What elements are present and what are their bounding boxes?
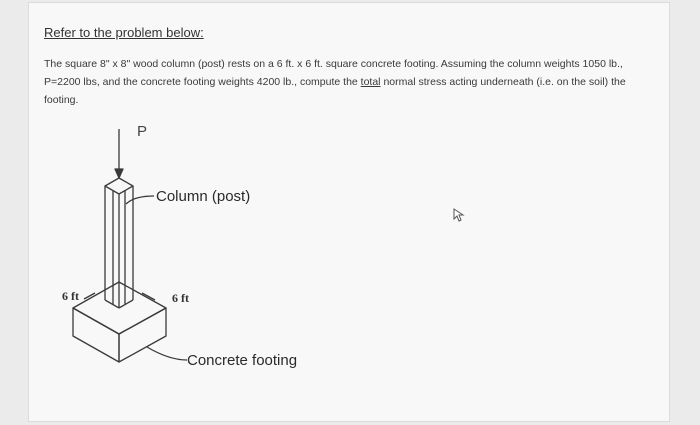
- column-footing-diagram: [29, 3, 671, 423]
- problem-heading: Refer to the problem below:: [44, 25, 204, 40]
- dimension-left-label: 6 ft: [62, 289, 79, 303]
- mouse-cursor-icon: [453, 208, 465, 222]
- footing-left-face: [73, 308, 119, 362]
- column-base-right: [119, 300, 133, 308]
- problem-card: [28, 2, 670, 422]
- load-arrow-head: [115, 169, 123, 178]
- footing-label: Concrete footing: [187, 352, 298, 369]
- column-label: Column (post): [156, 188, 251, 205]
- problem-text-part2: normal stress acting underneath (i.e. on the soil) the footing.: [44, 76, 626, 106]
- column-top-face: [105, 178, 133, 194]
- load-label: P: [137, 123, 148, 140]
- problem-text-part1: The square 8" x 8" wood column (post) rests on a 6 ft. x 6 ft. square concrete footing. Assuming the column weights 1050 lb., P=2200 lbs, and the concrete footing weights 4200 lb., compute the: [44, 58, 623, 88]
- problem-text-underlined: total: [360, 76, 381, 88]
- column-leader: [126, 196, 154, 204]
- column-base-left: [105, 300, 119, 308]
- dimension-right-label: 6 ft: [172, 291, 189, 305]
- footing-leader: [147, 347, 187, 360]
